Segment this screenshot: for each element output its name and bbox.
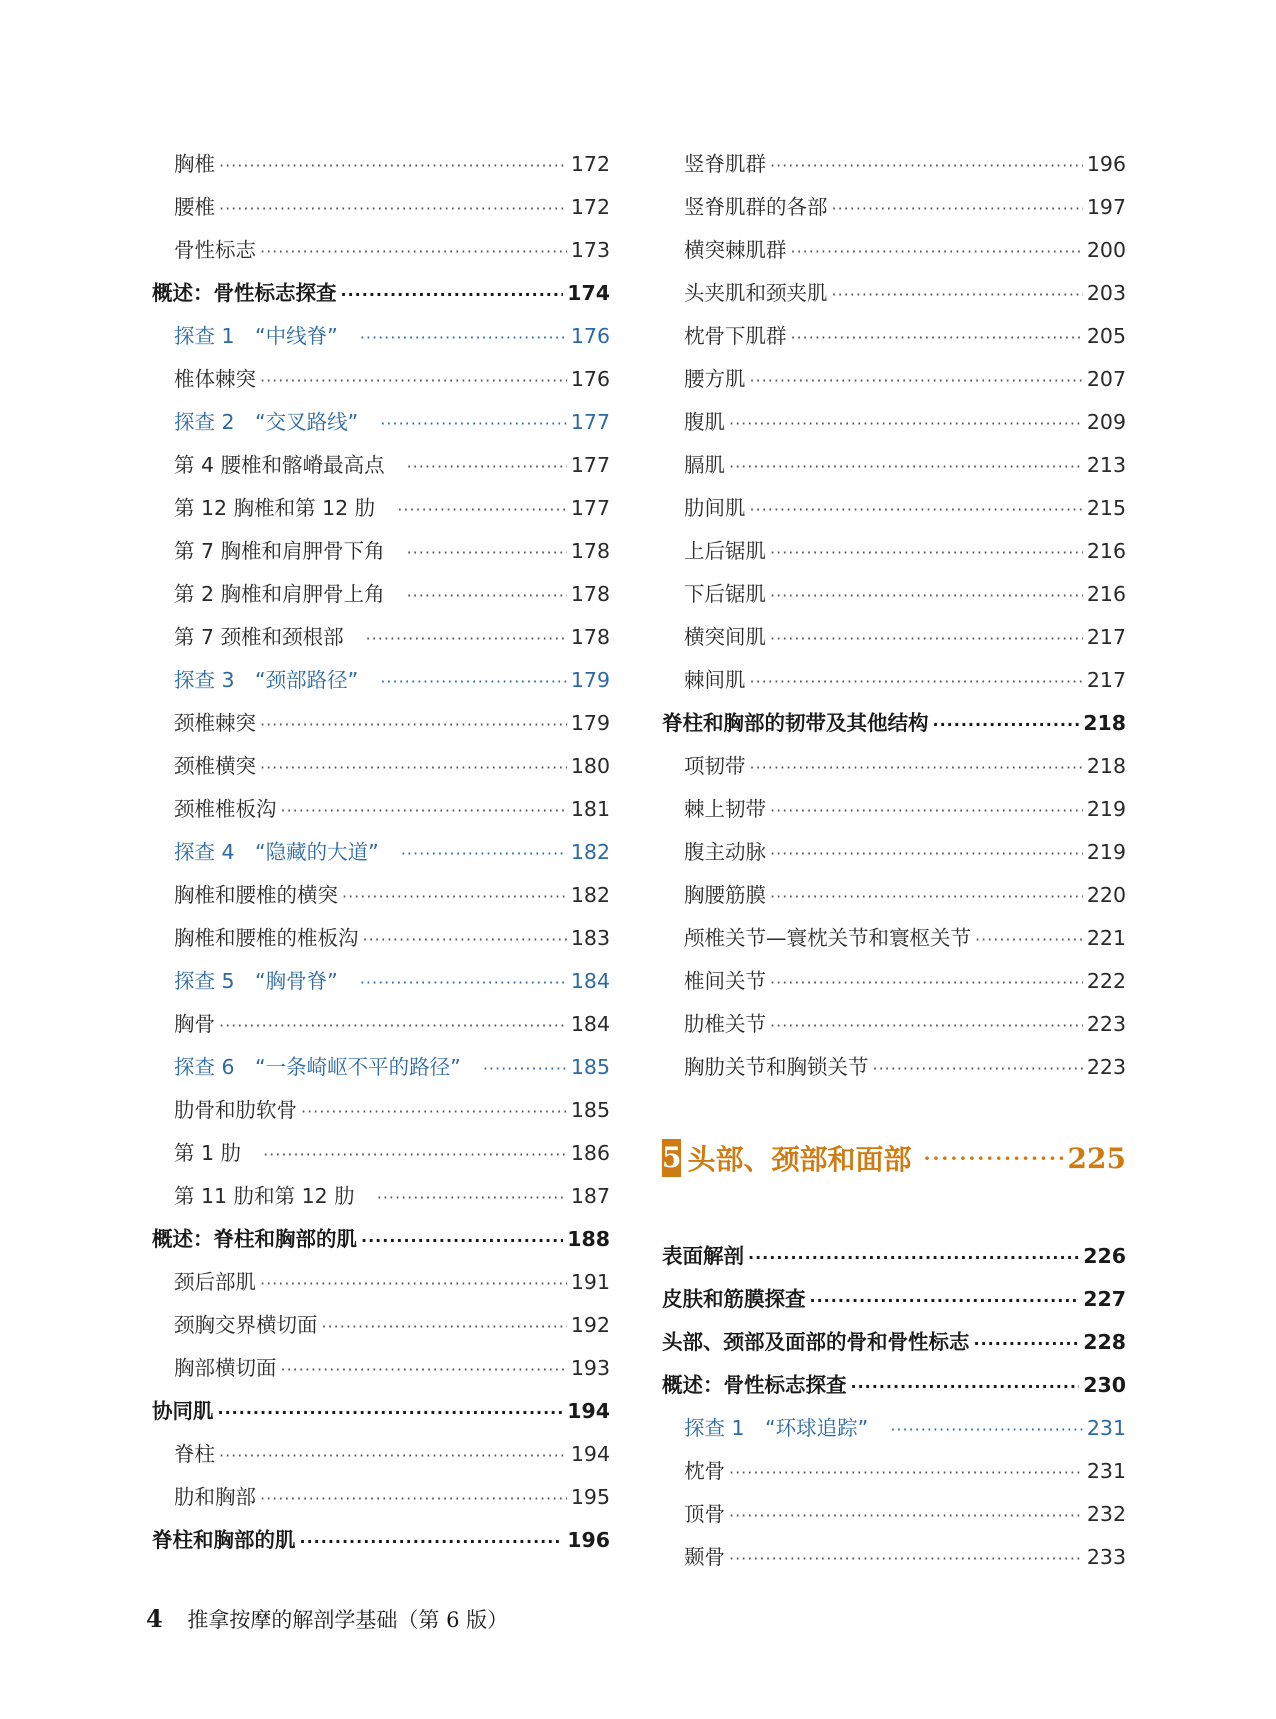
toc-section-entry[interactable] <box>152 1390 610 1433</box>
dot-leader <box>873 1047 1083 1090</box>
chapter-dot-leader <box>924 1146 1064 1170</box>
toc-entry-page: 219 <box>1086 840 1126 864</box>
toc-entry-label: 颈胸交界横切面 <box>174 1313 318 1337</box>
toc-probe-entry[interactable] <box>152 960 610 1003</box>
dot-leader <box>750 746 1083 789</box>
toc-entry-label: 颈后部肌 <box>174 1270 256 1294</box>
toc-entry-page: 172 <box>570 152 610 176</box>
toc-entry-page: 215 <box>1086 496 1126 520</box>
toc-entry-label: 探查 6 “一条崎岖不平的路径” <box>174 1055 461 1079</box>
toc-entry[interactable] <box>662 1493 1126 1536</box>
dot-leader <box>791 230 1083 273</box>
toc-entry-page: 194 <box>570 1442 610 1466</box>
dot-leader <box>322 1305 567 1348</box>
toc-entry[interactable] <box>152 1261 610 1304</box>
dot-leader <box>729 402 1083 445</box>
dot-leader <box>729 445 1083 488</box>
toc-entry-label: 探查 5 “胸骨脊” <box>174 969 338 993</box>
toc-entry-page: 182 <box>570 840 610 864</box>
toc-entry-page: 191 <box>570 1270 610 1294</box>
toc-entry-page: 177 <box>570 496 610 520</box>
toc-entry-label: 肋和胸部 <box>174 1485 256 1509</box>
toc-entry[interactable] <box>152 702 610 745</box>
dot-leader <box>975 918 1083 961</box>
toc-entry-page: 218 <box>1083 711 1126 735</box>
toc-entry-label: 肋椎关节 <box>684 1012 766 1036</box>
toc-entry[interactable] <box>152 745 610 788</box>
toc-entry-label: 第 11 肋和第 12 肋 <box>174 1184 355 1208</box>
toc-entry-label: 脊柱 <box>174 1442 215 1466</box>
toc-entry[interactable] <box>152 1476 610 1519</box>
dot-leader <box>750 660 1083 703</box>
toc-entry-label: 腹肌 <box>684 410 725 434</box>
toc-entry-label: 脊柱和胸部的韧带及其他结构 <box>662 711 929 735</box>
toc-entry[interactable] <box>152 1433 610 1476</box>
toc-probe-entry[interactable] <box>152 831 610 874</box>
toc-entry[interactable] <box>152 616 610 659</box>
dot-leader <box>260 1477 567 1520</box>
toc-entry-label: 头部、颈部及面部的骨和骨性标志 <box>662 1330 970 1354</box>
toc-entry[interactable] <box>662 788 1126 831</box>
toc-entry-label: 探查 2 “交叉路线” <box>174 410 359 434</box>
dot-leader <box>360 961 567 1004</box>
toc-entry-label: 下后锯肌 <box>684 582 766 606</box>
toc-entry-label: 腹主动脉 <box>684 840 766 864</box>
dot-leader <box>483 1047 567 1090</box>
toc-entry-page: 222 <box>1086 969 1126 993</box>
toc-entry-label: 棘上韧带 <box>684 797 766 821</box>
toc-entry-page: 203 <box>1086 281 1126 305</box>
toc-entry-page: 178 <box>570 539 610 563</box>
dot-leader <box>218 1391 564 1434</box>
toc-entry[interactable] <box>662 444 1126 487</box>
footer-page-number: 4 <box>146 1604 163 1633</box>
toc-entry[interactable] <box>662 487 1126 530</box>
dot-leader <box>750 359 1083 402</box>
toc-entry[interactable] <box>152 1132 610 1175</box>
dot-leader <box>748 1236 1079 1279</box>
toc-entry[interactable] <box>152 143 610 186</box>
toc-entry[interactable] <box>152 1304 610 1347</box>
toc-entry-label: 第 1 肋 <box>174 1141 242 1165</box>
dot-leader <box>397 488 567 531</box>
toc-entry-label: 概述：骨性标志探查 <box>152 281 337 305</box>
toc-entry-page: 185 <box>570 1055 610 1079</box>
dot-leader <box>729 1451 1083 1494</box>
dot-leader <box>341 273 564 316</box>
toc-entry[interactable] <box>152 1347 610 1390</box>
dot-leader <box>407 445 567 488</box>
toc-entry[interactable] <box>662 229 1126 272</box>
dot-leader <box>377 1176 567 1219</box>
dot-leader <box>770 574 1083 617</box>
toc-entry-page: 231 <box>1086 1459 1126 1483</box>
dot-leader <box>770 531 1083 574</box>
footer-book-title: 推拿按摩的解剖学基础（第 6 版） <box>187 1608 509 1632</box>
toc-entry[interactable] <box>152 530 610 573</box>
dot-leader <box>407 574 567 617</box>
toc-entry-label: 肋骨和肋软骨 <box>174 1098 297 1122</box>
toc-entry[interactable] <box>152 229 610 272</box>
dot-leader <box>219 1004 567 1047</box>
toc-entry-page: 220 <box>1086 883 1126 907</box>
toc-entry-label: 腰椎 <box>174 195 215 219</box>
dot-leader <box>407 531 567 574</box>
toc-section-entry[interactable] <box>152 1519 610 1562</box>
toc-entry[interactable] <box>152 1003 610 1046</box>
toc-entry[interactable] <box>662 874 1126 917</box>
toc-entry-page: 216 <box>1086 582 1126 606</box>
toc-section-entry[interactable] <box>662 1278 1126 1321</box>
toc-entry-page: 195 <box>570 1485 610 1509</box>
dot-leader <box>260 703 567 746</box>
toc-entry-label: 膈肌 <box>684 453 725 477</box>
toc-entry-label: 肋间肌 <box>684 496 746 520</box>
toc-entry-label: 胸骨 <box>174 1012 215 1036</box>
dot-leader <box>770 961 1083 1004</box>
toc-entry-label: 横突棘肌群 <box>684 238 787 262</box>
toc-entry-label: 探查 3 “颈部路径” <box>174 668 359 692</box>
toc-entry-label: 第 12 胸椎和第 12 肋 <box>174 496 376 520</box>
chapter-number-badge: 5 <box>662 1139 681 1177</box>
toc-entry-page: 196 <box>1086 152 1126 176</box>
toc-entry-page: 226 <box>1083 1244 1126 1268</box>
toc-entry-label: 脊柱和胸部的肌 <box>152 1528 296 1552</box>
toc-entry-page: 182 <box>570 883 610 907</box>
toc-entry[interactable] <box>662 1046 1126 1089</box>
toc-entry-label: 胸椎 <box>174 152 215 176</box>
toc-entry-page: 223 <box>1086 1012 1126 1036</box>
toc-entry-label: 颈椎椎板沟 <box>174 797 277 821</box>
toc-entry-label: 第 7 胸椎和肩胛骨下角 <box>174 539 385 563</box>
toc-entry-label: 胸椎和腰椎的椎板沟 <box>174 926 359 950</box>
dot-leader <box>750 488 1083 531</box>
toc-entry-page: 197 <box>1086 195 1126 219</box>
toc-entry-page: 186 <box>570 1141 610 1165</box>
toc-entry[interactable] <box>662 272 1126 315</box>
toc-entry-page: 213 <box>1086 453 1126 477</box>
toc-entry-page: 176 <box>570 324 610 348</box>
toc-entry[interactable] <box>662 186 1126 229</box>
toc-entry-page: 180 <box>570 754 610 778</box>
toc-entry-label: 颞骨 <box>684 1545 725 1569</box>
toc-entry-label: 棘间肌 <box>684 668 746 692</box>
toc-entry[interactable] <box>662 315 1126 358</box>
toc-entry[interactable] <box>662 1450 1126 1493</box>
dot-leader <box>300 1520 564 1563</box>
dot-leader <box>810 1279 1080 1322</box>
toc-entry[interactable] <box>662 143 1126 186</box>
toc-entry-page: 232 <box>1086 1502 1126 1526</box>
toc-entry-page: 221 <box>1086 926 1126 950</box>
dot-leader <box>791 316 1083 359</box>
dot-leader <box>281 1348 567 1391</box>
toc-entry-page: 227 <box>1083 1287 1126 1311</box>
dot-leader <box>219 187 567 230</box>
toc-entry-label: 竖脊肌群 <box>684 152 766 176</box>
toc-entry[interactable] <box>662 745 1126 788</box>
toc-entry[interactable] <box>152 444 610 487</box>
toc-entry[interactable] <box>662 401 1126 444</box>
dot-leader <box>770 617 1083 660</box>
toc-entry-label: 表面解剖 <box>662 1244 744 1268</box>
toc-entry-page: 183 <box>570 926 610 950</box>
toc-entry-page: 207 <box>1086 367 1126 391</box>
toc-entry-page: 233 <box>1086 1545 1126 1569</box>
toc-entry-page: 179 <box>570 668 610 692</box>
dot-leader <box>380 402 567 445</box>
toc-entry-page: 177 <box>570 410 610 434</box>
toc-entry-label: 第 4 腰椎和髂嵴最高点 <box>174 453 385 477</box>
toc-entry-page: 187 <box>570 1184 610 1208</box>
dot-leader <box>851 1365 1080 1408</box>
dot-leader <box>342 875 567 918</box>
toc-entry-page: 188 <box>567 1227 610 1251</box>
toc-entry-page: 193 <box>570 1356 610 1380</box>
toc-entry-label: 第 2 胸椎和肩胛骨上角 <box>174 582 385 606</box>
toc-entry[interactable] <box>662 1003 1126 1046</box>
dot-leader <box>260 230 567 273</box>
dot-leader <box>770 144 1083 187</box>
toc-entry-label: 枕骨 <box>684 1459 725 1483</box>
toc-left-column <box>152 143 610 1562</box>
toc-entry-label: 探查 1 “中线脊” <box>174 324 338 348</box>
dot-leader <box>281 789 567 832</box>
toc-entry[interactable] <box>662 616 1126 659</box>
toc-entry[interactable] <box>662 831 1126 874</box>
toc-entry-label: 颈椎棘突 <box>174 711 256 735</box>
toc-entry-label: 探查 1 “环球追踪” <box>684 1416 869 1440</box>
toc-section-entry[interactable] <box>662 702 1126 745</box>
toc-entry-label: 椎体棘突 <box>174 367 256 391</box>
dot-leader <box>729 1494 1083 1537</box>
toc-entry-label: 上后锯肌 <box>684 539 766 563</box>
toc-entry[interactable] <box>662 530 1126 573</box>
toc-entry[interactable] <box>662 573 1126 616</box>
dot-leader <box>770 789 1083 832</box>
toc-entry-label: 皮肤和筋膜探查 <box>662 1287 806 1311</box>
toc-entry-label: 颈椎横突 <box>174 754 256 778</box>
toc-entry-page: 196 <box>567 1528 610 1552</box>
toc-entry-label: 项韧带 <box>684 754 746 778</box>
toc-entry[interactable] <box>662 917 1126 960</box>
dot-leader <box>260 1262 567 1305</box>
toc-section-entry[interactable] <box>662 1235 1126 1278</box>
chapter-title: 头部、颈部和面部 <box>687 1143 912 1176</box>
toc-entry-label: 椎间关节 <box>684 969 766 993</box>
dot-leader <box>260 746 567 789</box>
toc-entry-label: 探查 4 “隐藏的大道” <box>174 840 379 864</box>
toc-section-entry[interactable] <box>152 1218 610 1261</box>
dot-leader <box>770 1004 1083 1047</box>
dot-leader <box>366 617 567 660</box>
toc-entry[interactable] <box>152 1175 610 1218</box>
toc-entry-label: 胸部横切面 <box>174 1356 277 1380</box>
toc-entry[interactable] <box>152 358 610 401</box>
toc-entry-label: 头夹肌和颈夹肌 <box>684 281 828 305</box>
toc-entry-page: 185 <box>570 1098 610 1122</box>
toc-entry-page: 209 <box>1086 410 1126 434</box>
toc-entry-page: 200 <box>1086 238 1126 262</box>
toc-entry-page: 174 <box>567 281 610 305</box>
toc-probe-entry[interactable] <box>152 1046 610 1089</box>
dot-leader <box>301 1090 567 1133</box>
page-footer <box>146 1604 508 1634</box>
toc-entry[interactable] <box>152 573 610 616</box>
toc-entry-page: 216 <box>1086 539 1126 563</box>
toc-entry[interactable] <box>662 358 1126 401</box>
toc-entry-page: 179 <box>570 711 610 735</box>
dot-leader <box>401 832 567 875</box>
toc-entry-page: 231 <box>1086 1416 1126 1440</box>
dot-leader <box>361 1219 563 1262</box>
toc-entry[interactable] <box>662 659 1126 702</box>
toc-section-entry[interactable] <box>662 1321 1126 1364</box>
toc-entry-label: 骨性标志 <box>174 238 256 262</box>
toc-entry-page: 173 <box>570 238 610 262</box>
toc-entry[interactable] <box>662 1536 1126 1579</box>
toc-entry-page: 219 <box>1086 797 1126 821</box>
toc-entry-label: 第 7 颈椎和颈根部 <box>174 625 344 649</box>
toc-entry-page: 178 <box>570 582 610 606</box>
dot-leader <box>770 832 1083 875</box>
chapter-heading[interactable] <box>662 1133 1126 1183</box>
toc-entry-page: 178 <box>570 625 610 649</box>
toc-right-column <box>662 143 1126 1089</box>
toc-entry-page: 228 <box>1083 1330 1126 1354</box>
toc-entry-label: 竖脊肌群的各部 <box>684 195 828 219</box>
dot-leader <box>974 1322 1080 1365</box>
toc-entry-page: 177 <box>570 453 610 477</box>
toc-entry-page: 218 <box>1086 754 1126 778</box>
dot-leader <box>219 144 567 187</box>
dot-leader <box>832 187 1083 230</box>
chapter-page-number: 225 <box>1067 1141 1126 1175</box>
dot-leader <box>933 703 1080 746</box>
toc-probe-entry[interactable] <box>152 401 610 444</box>
toc-entry-label: 概述：骨性标志探查 <box>662 1373 847 1397</box>
toc-entry-page: 176 <box>570 367 610 391</box>
toc-entry-label: 胸肋关节和胸锁关节 <box>684 1055 869 1079</box>
toc-entry[interactable] <box>662 960 1126 1003</box>
toc-entry-label: 概述：脊柱和胸部的肌 <box>152 1227 357 1251</box>
toc-entry-page: 194 <box>567 1399 610 1423</box>
toc-entry-page: 223 <box>1086 1055 1126 1079</box>
dot-leader <box>380 660 567 703</box>
toc-entry[interactable] <box>152 1089 610 1132</box>
toc-entry-label: 协同肌 <box>152 1399 214 1423</box>
toc-entry-page: 172 <box>570 195 610 219</box>
toc-entry[interactable] <box>152 917 610 960</box>
toc-entry-label: 横突间肌 <box>684 625 766 649</box>
dot-leader <box>890 1408 1083 1451</box>
toc-entry-page: 217 <box>1086 668 1126 692</box>
toc-entry-page: 181 <box>570 797 610 821</box>
toc-entry-label: 胸腰筋膜 <box>684 883 766 907</box>
toc-entry[interactable] <box>152 788 610 831</box>
dot-leader <box>770 875 1083 918</box>
toc-entry-page: 184 <box>570 969 610 993</box>
toc-right-column-chapter5 <box>662 1235 1126 1579</box>
dot-leader <box>219 1434 567 1477</box>
toc-entry[interactable] <box>152 874 610 917</box>
toc-section-entry[interactable] <box>152 272 610 315</box>
dot-leader <box>263 1133 567 1176</box>
toc-entry[interactable] <box>152 186 610 229</box>
dot-leader <box>729 1537 1083 1580</box>
toc-entry-label: 顶骨 <box>684 1502 725 1526</box>
toc-entry-label: 腰方肌 <box>684 367 746 391</box>
toc-entry-page: 192 <box>570 1313 610 1337</box>
toc-entry-label: 胸椎和腰椎的横突 <box>174 883 338 907</box>
dot-leader <box>832 273 1083 316</box>
dot-leader <box>360 316 567 359</box>
toc-probe-entry[interactable] <box>662 1407 1126 1450</box>
toc-entry-page: 217 <box>1086 625 1126 649</box>
toc-entry-page: 184 <box>570 1012 610 1036</box>
toc-entry-label: 枕骨下肌群 <box>684 324 787 348</box>
toc-entry-label: 颅椎关节—寰枕关节和寰枢关节 <box>684 926 971 950</box>
toc-entry[interactable] <box>152 487 610 530</box>
toc-probe-entry[interactable] <box>152 659 610 702</box>
dot-leader <box>363 918 567 961</box>
toc-entry-page: 230 <box>1083 1373 1126 1397</box>
toc-section-entry[interactable] <box>662 1364 1126 1407</box>
toc-probe-entry[interactable] <box>152 315 610 358</box>
toc-entry-page: 205 <box>1086 324 1126 348</box>
dot-leader <box>260 359 567 402</box>
